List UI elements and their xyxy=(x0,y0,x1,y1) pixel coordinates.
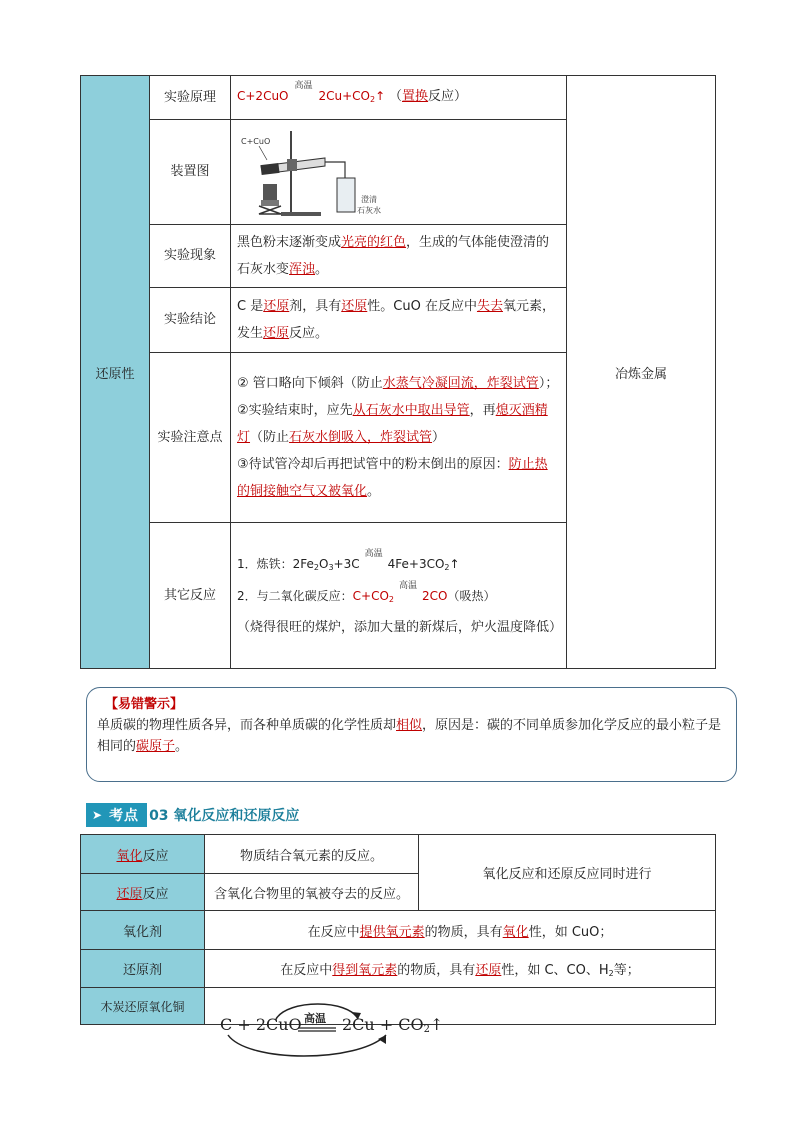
carbon-reducibility-table xyxy=(80,75,716,669)
condition-label: 高温 xyxy=(294,80,313,91)
common-mistake-box xyxy=(86,687,737,782)
charcoal-reduction-label: 木炭还原氧化铜 xyxy=(81,988,205,1025)
notes-cell xyxy=(231,353,567,523)
note-3: ③待试管冷却后再把试管中的粉末倒出的原因：防止热的铜接触空气又被氧化。 xyxy=(237,457,548,499)
other-reaction-2: 2．与二氧化碳反应：$C+CO_2$ 高温 2CO（吸热） xyxy=(237,580,496,604)
apparatus-diagram xyxy=(237,126,397,218)
row-label-notes: 实验注意点 xyxy=(150,353,231,523)
arrow-icon: ➤ xyxy=(92,808,104,822)
limewater-label-2: 石灰水 xyxy=(357,206,381,215)
other-reaction-1: 1．炼铁：$2Fe_2O_3+3C$ 高温 $4Fe+3CO_2↑$ xyxy=(237,548,460,572)
principle-cell: C+2CuO 高温 $2Cu+CO_2↑$ （置换反应） xyxy=(231,76,567,120)
section-heading xyxy=(86,803,299,827)
row-label-principle: 实验原理 xyxy=(150,76,231,120)
other-reactions-cell xyxy=(231,523,567,669)
row-label-phenomenon: 实验现象 xyxy=(150,225,231,288)
oxidation-definition: 物质结合氧元素的反应。 xyxy=(205,835,419,874)
charcoal-reduction-equation xyxy=(218,1001,458,1057)
note-1: ② 管口略向下倾斜（防止水蒸气冷凝回流，炸裂试管）； xyxy=(237,376,559,391)
equation-left: C + 2CuO xyxy=(220,1015,302,1034)
reaction-type: 置换 xyxy=(402,88,429,104)
reductant-definition: 在反应中得到氧元素的物质，具有还原性，如 C、CO、$H_2$等； xyxy=(205,950,716,988)
application-label: 冶炼金属 xyxy=(614,366,667,382)
principle-equation: C+2CuO 高温 $2Cu+CO_2↑$ xyxy=(237,89,389,103)
note-2: ②实验结束时，应先从石灰水中取出导管，再熄灭酒精灯（防止石灰水倒吸入，炸裂试管） xyxy=(237,403,548,445)
oxidant-definition: 在反应中提供氧元素的物质，具有氧化性，如 CuO； xyxy=(205,911,716,950)
section-tag: ➤ 考点 xyxy=(86,803,147,827)
oxidant-label: 氧化剂 xyxy=(81,911,205,950)
warning-text: 单质碳的物理性质各异，而各种单质碳的化学性质却相似，原因是：碳的不同单质参加化学反应的最小粒子是相同的碳原子。 xyxy=(97,718,722,754)
apparatus-cell xyxy=(231,120,567,225)
oxidation-label-cell: 氧化反应 xyxy=(81,835,205,874)
row-label-other: 其它反应 xyxy=(150,523,231,669)
equation-condition: 高温 xyxy=(304,1012,326,1025)
equation-right: $2Cu + CO_2↑$ xyxy=(342,1015,444,1035)
tube-label: C+CuO xyxy=(241,137,271,146)
category-cell xyxy=(81,76,150,669)
phenomenon-cell: 黑色粉末逐渐变成光亮的红色，生成的气体能使澄清的石灰水变浑浊。 xyxy=(231,225,567,288)
reduction-label-cell: 还原反应 xyxy=(81,874,205,911)
other-reaction-note: （烧得很旺的煤炉，添加大量的新煤后，炉火温度降低） xyxy=(237,619,563,635)
row-label-conclusion: 实验结论 xyxy=(150,288,231,353)
oxidation-reduction-table xyxy=(80,834,716,1025)
category-label: 还原性 xyxy=(95,366,135,382)
application-cell xyxy=(567,76,716,669)
warning-title: 【易错警示】 xyxy=(105,697,184,712)
reductant-label: 还原剂 xyxy=(81,950,205,988)
simultaneous-note: 氧化反应和还原反应同时进行 xyxy=(419,835,716,911)
row-label-apparatus: 装置图 xyxy=(150,120,231,225)
section-title: 03 氧化反应和还原反应 xyxy=(149,808,300,824)
limewater-label-1: 澄清 xyxy=(361,195,377,204)
reduction-definition: 含氧化合物里的氧被夺去的反应。 xyxy=(205,874,419,911)
conclusion-cell: C 是还原剂，具有还原性。CuO 在反应中失去氧元素，发生还原反应。 xyxy=(231,288,567,353)
